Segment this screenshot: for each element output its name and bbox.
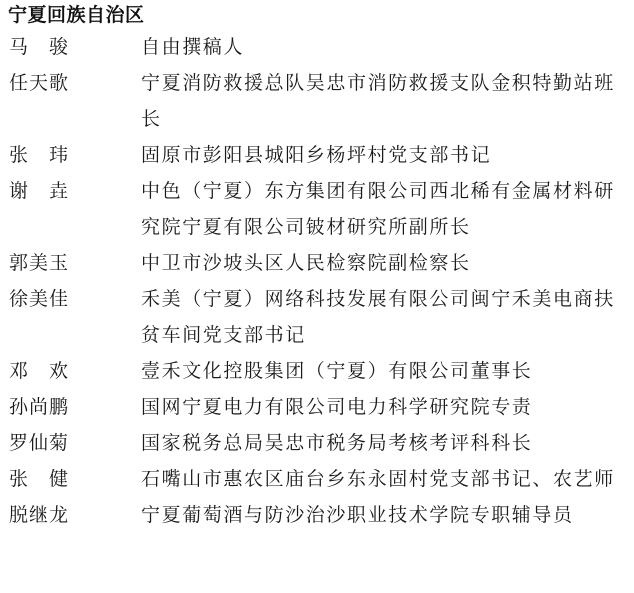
list-item: [0, 497, 634, 533]
list-item: [0, 29, 634, 65]
person-name: 徐美佳: [9, 288, 70, 310]
list-item: [0, 281, 634, 353]
list-item: [0, 425, 634, 461]
person-affiliation: 国网宁夏电力有限公司电力科学研究院专责: [141, 396, 533, 418]
honoree-list: [0, 29, 634, 533]
person-name: 任天歌: [9, 72, 70, 94]
person-name: 脱继龙: [9, 504, 70, 526]
person-affiliation: 中卫市沙坡头区人民检察院副检察长: [141, 252, 471, 274]
person-name: 马 骏: [9, 36, 70, 58]
person-name: 邓 欢: [9, 360, 70, 382]
person-name: 孙尚鹏: [9, 396, 70, 418]
person-affiliation: 壹禾文化控股集团（宁夏）有限公司董事长: [141, 360, 533, 382]
section-title: 宁夏回族自治区: [8, 4, 145, 26]
list-item: [0, 245, 634, 281]
list-item: [0, 137, 634, 173]
person-name: 罗仙菊: [9, 432, 70, 454]
person-affiliation: 中色（宁夏）东方集团有限公司西北稀有金属材料研究院宁夏有限公司铍材研究所副所长: [141, 180, 615, 238]
person-affiliation: 石嘴山市惠农区庙台乡东永固村党支部书记、农艺师: [141, 468, 615, 490]
person-name: 张 健: [9, 468, 70, 490]
list-item: [0, 389, 634, 425]
person-affiliation: 宁夏消防救援总队吴忠市消防救援支队金积特勤站班长: [141, 72, 615, 130]
person-affiliation: 国家税务总局吴忠市税务局考核考评科科长: [141, 432, 533, 454]
person-name: 张 玮: [9, 144, 70, 166]
person-affiliation: 固原市彭阳县城阳乡杨坪村党支部书记: [141, 144, 492, 166]
person-affiliation: 自由撰稿人: [141, 36, 245, 58]
person-affiliation: 宁夏葡萄酒与防沙治沙职业技术学院专职辅导员: [141, 504, 574, 526]
list-item: [0, 353, 634, 389]
list-item: [0, 65, 634, 137]
person-affiliation: 禾美（宁夏）网络科技发展有限公司闽宁禾美电商扶贫车间党支部书记: [141, 288, 615, 346]
person-name: 郭美玉: [9, 252, 70, 274]
list-item: [0, 461, 634, 497]
person-name: 谢 垚: [9, 180, 70, 202]
list-item: [0, 173, 634, 245]
